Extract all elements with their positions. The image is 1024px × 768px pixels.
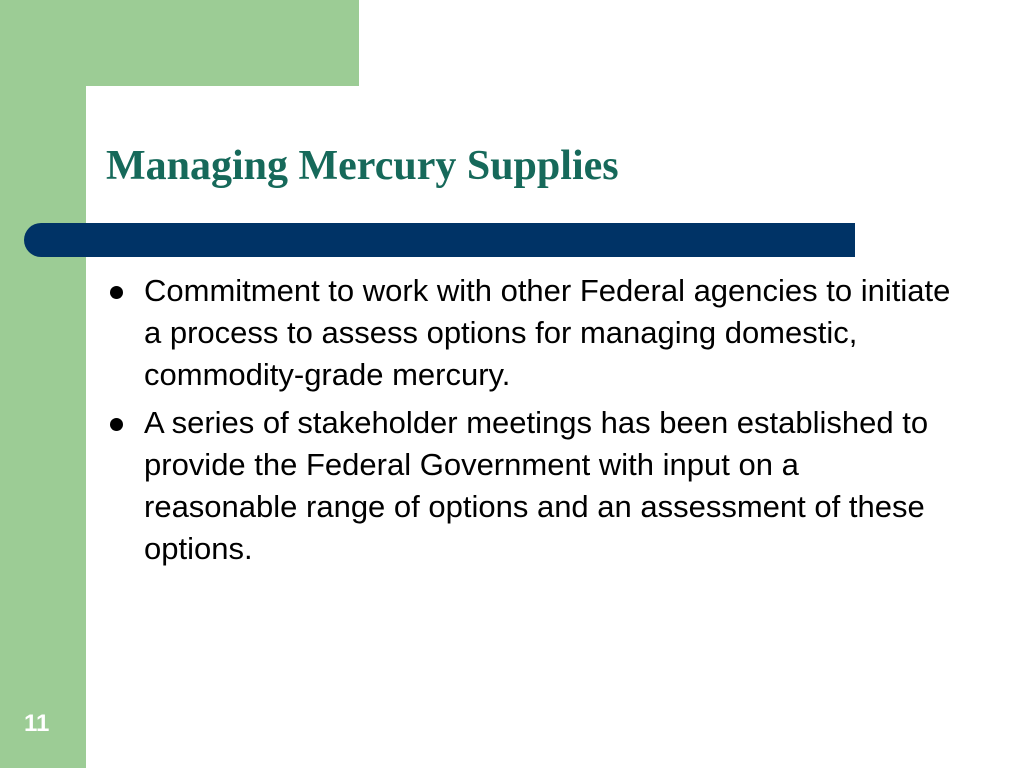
title-underline-bar [24, 223, 855, 257]
bullet-item [106, 270, 951, 396]
bullet-dot-icon [110, 418, 123, 431]
left-green-band [0, 0, 86, 768]
bullet-text: Commitment to work with other Federal agencies to initiate a process to assess options for managing domestic, commodity-grade mercury. [144, 273, 951, 392]
bullet-dot-icon [110, 286, 123, 299]
bullet-text: A series of stakeholder meetings has been established to provide the Federal Government with input on a reasonable range of options and an assessment of these options. [144, 405, 929, 566]
slide-number: 11 [24, 710, 50, 737]
slide-title: Managing Mercury Supplies [106, 143, 619, 189]
top-green-band [0, 0, 359, 86]
bullet-list [106, 270, 951, 576]
bullet-item [106, 402, 951, 570]
